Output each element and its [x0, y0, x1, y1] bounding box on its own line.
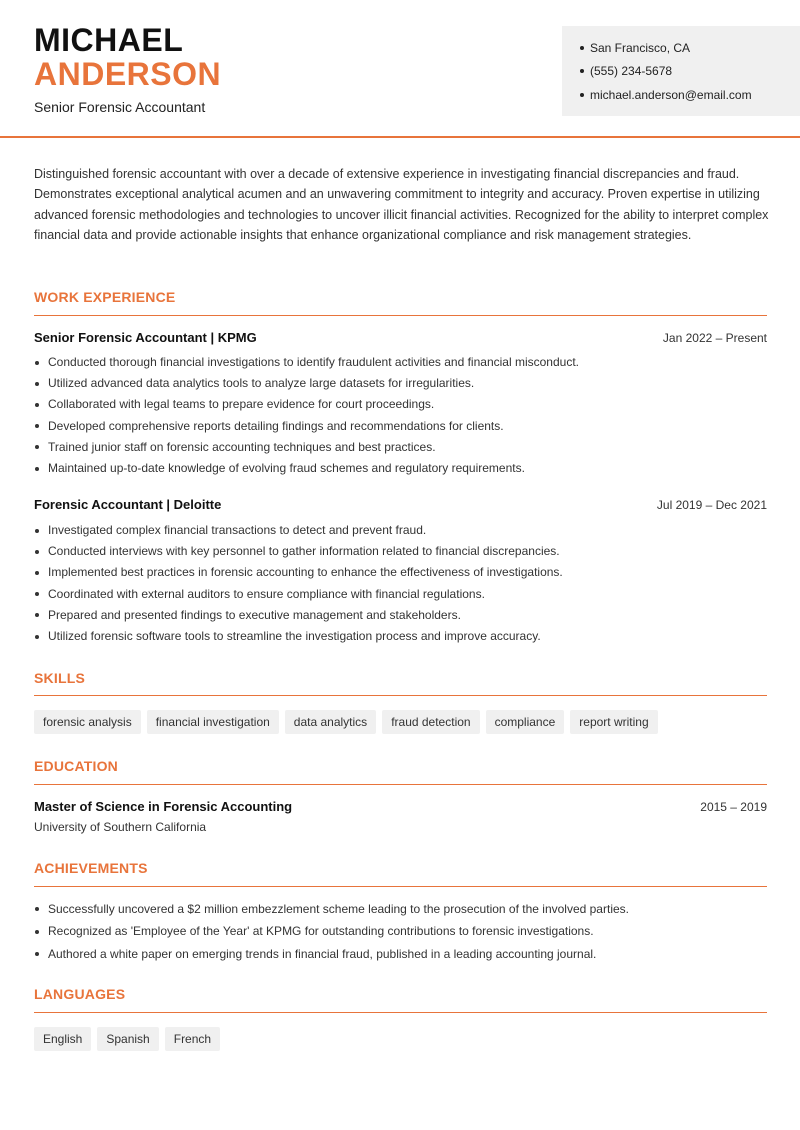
job-title: Senior Forensic Accountant: [34, 99, 206, 115]
education-dates: 2015 – 2019: [700, 800, 767, 814]
bullet-icon: [35, 635, 39, 639]
last-name: ANDERSON: [34, 56, 222, 92]
list-item: [34, 898, 767, 921]
list-item: [34, 943, 767, 966]
bullet-icon: [35, 403, 39, 407]
bullet-text: Implemented best practices in forensic accounting to enhance the effectiveness of investigations.: [48, 565, 563, 580]
list-item: [34, 562, 767, 583]
bullet-icon: [35, 361, 39, 365]
bullet-icon: [35, 550, 39, 554]
section-title-achievements: ACHIEVEMENTS: [34, 860, 148, 876]
location-text: San Francisco, CA: [590, 40, 691, 55]
bullet-text: Conducted interviews with key personnel to gather information related to financial discrepancies.: [48, 544, 560, 559]
bullet-text: Maintained up-to-date knowledge of evolving fraud schemes and regulatory requirements.: [48, 460, 525, 475]
list-item: [34, 458, 767, 479]
bullet-icon: [580, 46, 584, 50]
bullet-icon: [35, 952, 39, 956]
language-tag: French: [165, 1027, 220, 1051]
list-item: [34, 520, 767, 541]
skills-tags: [34, 710, 658, 734]
bullet-text: Prepared and presented findings to executive management and stakeholders.: [48, 607, 461, 622]
contact-email: [580, 83, 800, 107]
section-divider: [34, 784, 767, 785]
language-tag: Spanish: [97, 1027, 158, 1051]
skill-tag: compliance: [486, 710, 565, 734]
job-dates: Jul 2019 – Dec 2021: [656, 498, 767, 512]
language-tags: [34, 1027, 220, 1051]
contact-box: [562, 26, 800, 116]
bullet-text: Utilized forensic software tools to streamline the investigation process and improve accuracy.: [48, 628, 541, 643]
language-tag: English: [34, 1027, 91, 1051]
bullet-text: Developed comprehensive reports detailing findings and recommendations for clients.: [48, 418, 504, 433]
section-title-work: WORK EXPERIENCE: [34, 289, 176, 305]
bullet-icon: [35, 424, 39, 428]
first-name: MICHAEL: [34, 22, 184, 58]
skill-tag: data analytics: [285, 710, 376, 734]
education-header: [34, 799, 767, 814]
bullet-icon: [580, 93, 584, 97]
bullet-icon: [35, 529, 39, 533]
bullet-icon: [35, 571, 39, 575]
list-item: [34, 605, 767, 626]
achievement-bullets: [34, 898, 767, 966]
school: University of Southern California: [34, 820, 207, 834]
job-header: [34, 330, 767, 345]
list-item: [34, 373, 767, 394]
job-role: Senior Forensic Accountant | KPMG: [34, 330, 257, 345]
job-dates: Jan 2022 – Present: [662, 331, 767, 345]
summary-paragraph: Distinguished forensic accountant with over a decade of extensive experience in investigating financial discrepancies and fraud. Demonstrates exceptional analytical acumen and an unwavering commitment to integrity and accuracy. Proven expertise in utilizing advanced forensic methodologies and technologies to uncover illicit financial activities. Recognized for the ability to interpret complex financial data and provide actionable insights that enhance organizational compliance and risk management strategies.: [34, 167, 769, 243]
list-item: [34, 394, 767, 415]
skill-tag: fraud detection: [382, 710, 479, 734]
bullet-text: Successfully uncovered a $2 million embezzlement scheme leading to the prosecution of the involved parties.: [48, 901, 629, 916]
bullet-icon: [35, 467, 39, 471]
job-bullets: [34, 520, 767, 647]
section-title-education: EDUCATION: [34, 758, 118, 774]
contact-location: [580, 36, 800, 60]
bullet-text: Recognized as 'Employee of the Year' at KPMG for outstanding contributions to forensic investigations.: [48, 924, 594, 939]
bullet-icon: [35, 382, 39, 386]
bullet-icon: [35, 930, 39, 934]
bullet-icon: [35, 592, 39, 596]
phone-text: (555) 234-5678: [590, 64, 673, 79]
job-header: [34, 497, 767, 512]
bullet-text: Conducted thorough financial investigations to identify fraudulent activities and financial misconduct.: [48, 355, 579, 369]
section-divider: [34, 315, 767, 316]
job-bullets: [34, 352, 767, 479]
list-item: [34, 352, 767, 373]
bullet-text: Collaborated with legal teams to prepare evidence for court proceedings.: [48, 397, 435, 412]
bullet-icon: [580, 69, 584, 73]
list-item: [34, 584, 767, 605]
list-item: [34, 626, 767, 647]
job-role: Forensic Accountant | Deloitte: [34, 497, 222, 512]
section-title-skills: SKILLS: [34, 670, 85, 686]
list-item: [34, 437, 767, 458]
bullet-icon: [35, 613, 39, 617]
bullet-icon: [35, 907, 39, 911]
bullet-text: Investigated complex financial transactions to detect and prevent fraud.: [48, 523, 427, 537]
section-divider: [34, 1012, 767, 1013]
resume-header: [0, 0, 800, 138]
list-item: [34, 921, 767, 944]
section-divider: [34, 886, 767, 887]
bullet-text: Coordinated with external auditors to ensure compliance with financial regulations.: [48, 586, 485, 601]
list-item: [34, 416, 767, 437]
email-text: michael.anderson@email.com: [590, 87, 752, 102]
contact-phone: [580, 60, 800, 84]
skill-tag: forensic analysis: [34, 710, 141, 734]
bullet-icon: [35, 445, 39, 449]
skill-tag: financial investigation: [147, 710, 279, 734]
section-divider: [34, 695, 767, 696]
list-item: [34, 541, 767, 562]
bullet-text: Utilized advanced data analytics tools to analyze large datasets for irregularities.: [48, 376, 475, 391]
bullet-text: Authored a white paper on emerging trends in financial fraud, published in a leading accounting journal.: [48, 946, 597, 961]
degree: Master of Science in Forensic Accounting: [34, 799, 293, 814]
section-title-languages: LANGUAGES: [34, 986, 126, 1002]
skill-tag: report writing: [570, 710, 657, 734]
bullet-text: Trained junior staff on forensic accounting techniques and best practices.: [48, 439, 436, 454]
